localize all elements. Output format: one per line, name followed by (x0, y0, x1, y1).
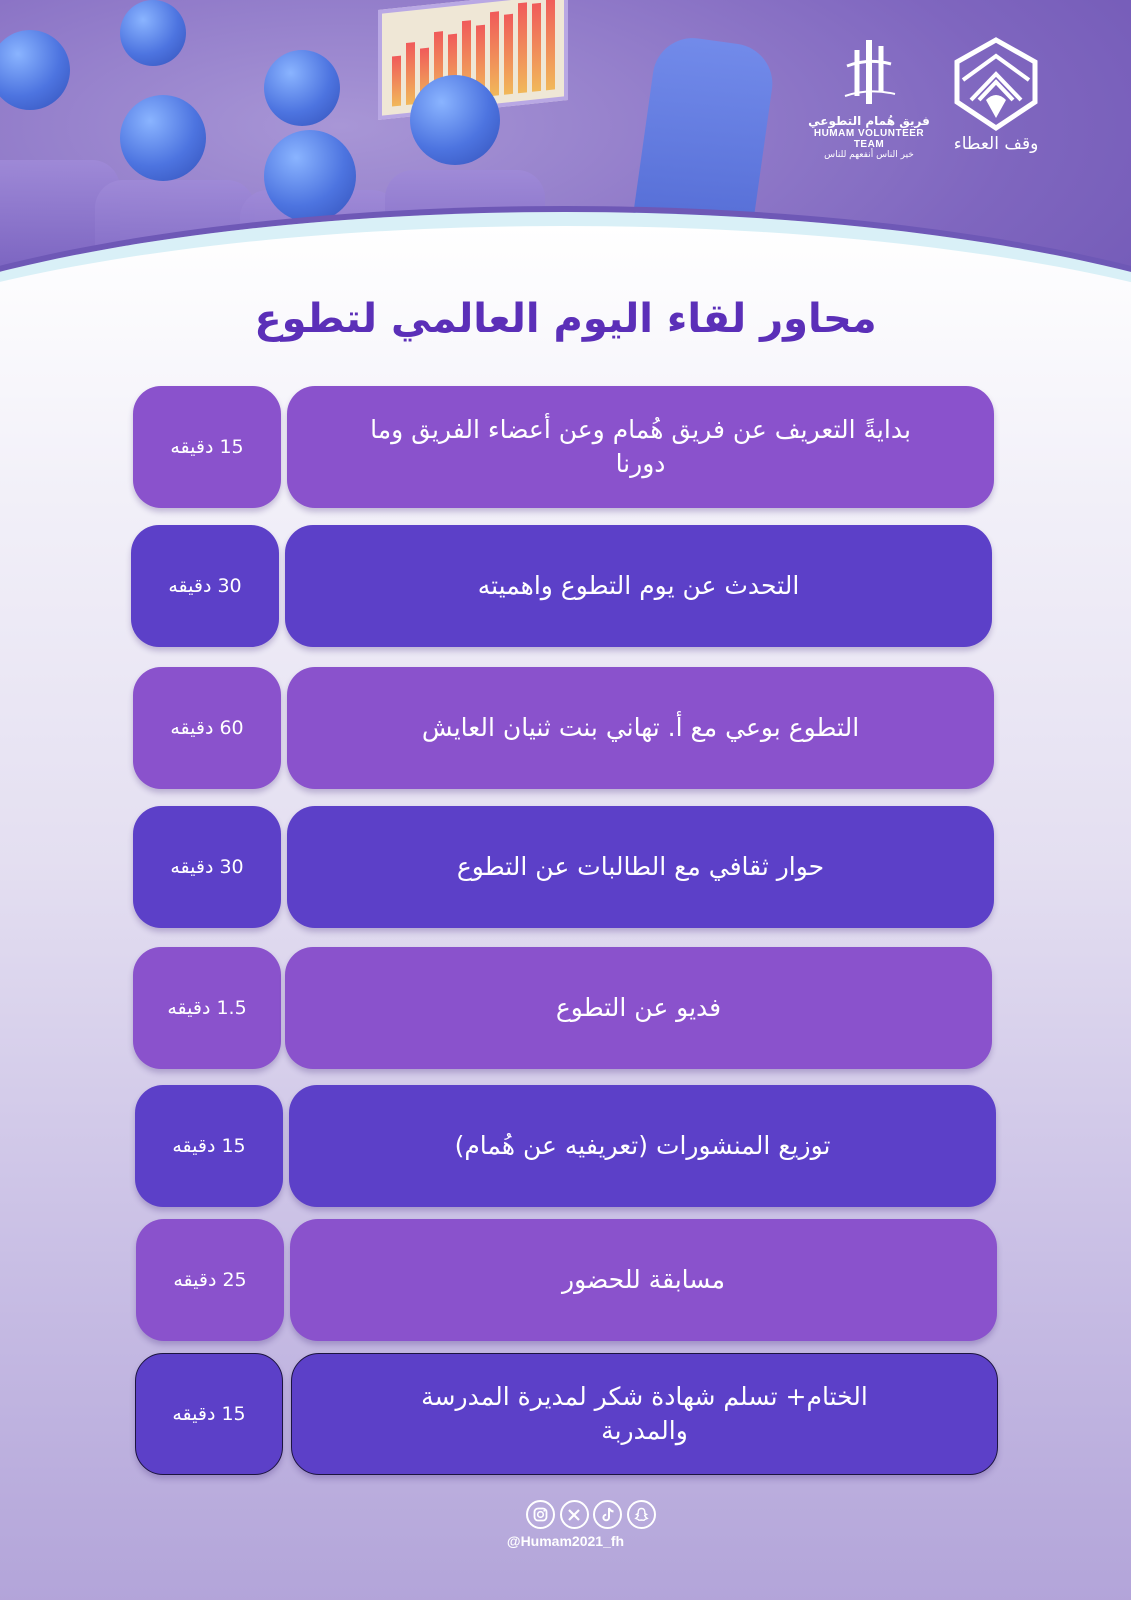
duration-text: 30 دقيقه (170, 856, 244, 878)
humam-logo-tagline: خير الناس أنفعهم للناس (824, 150, 914, 160)
duration-pill (131, 525, 279, 647)
duration-text: 15 دقيقه (172, 1135, 246, 1157)
humam-logo (806, 36, 932, 160)
topic-text: التحدث عن يوم التطوع واهميته (477, 571, 800, 600)
waqf-logo (948, 36, 1044, 154)
topic-pill (285, 947, 992, 1069)
duration-pill (135, 1353, 283, 1475)
snapchat-icon[interactable] (627, 1500, 656, 1529)
page-title: محاور لقاء اليوم العالمي لتطوع (254, 296, 877, 342)
topic-pill (290, 1219, 997, 1341)
topic-pill (287, 806, 994, 928)
duration-pill (133, 386, 281, 508)
agenda-row (0, 667, 1131, 791)
topic-text: التطوع بوعي مع أ. تهاني بنت ثنيان العايش (421, 713, 860, 742)
topic-text: الختام+ تسلم شهادة شكر لمديرة المدرسة والمدربة (421, 1382, 868, 1445)
duration-text: 25 دقيقه (173, 1269, 247, 1291)
topic-text: فديو عن التطوع (555, 993, 722, 1022)
agenda-row (0, 1353, 1131, 1477)
humam-logo-arabic-name: فريق هُمام التطوعي (808, 114, 930, 128)
tiktok-icon[interactable] (593, 1500, 622, 1529)
humam-logo-english-name: HUMAM VOLUNTEER TEAM (813, 128, 925, 150)
agenda-row (0, 1219, 1131, 1343)
instagram-icon[interactable] (526, 1500, 555, 1529)
x-icon[interactable] (560, 1500, 589, 1529)
topic-pill (285, 525, 992, 647)
duration-pill (135, 1085, 283, 1207)
social-handle[interactable]: @Humam2021_fh (506, 1533, 625, 1549)
duration-text: 15 دقيقه (172, 1403, 246, 1425)
topic-pill (287, 667, 994, 789)
duration-pill (133, 947, 281, 1069)
agenda-row (0, 386, 1131, 510)
topic-text: مسابقة للحضور (562, 1265, 725, 1294)
duration-text: 15 دقيقه (170, 436, 244, 458)
agenda-row (0, 806, 1131, 930)
topic-text: حوار ثقافي مع الطالبات عن التطوع (456, 852, 825, 881)
topic-pill (289, 1085, 996, 1207)
duration-text: 60 دقيقه (170, 717, 244, 739)
topic-text: بدايةً التعريف عن فريق هُمام وعن أعضاء الفريق وما دورنا (370, 415, 911, 478)
agenda-row (0, 1085, 1131, 1209)
duration-pill (136, 1219, 284, 1341)
social-icons (526, 1500, 656, 1529)
agenda-row (0, 947, 1131, 1071)
topic-pill (287, 386, 994, 508)
duration-pill (133, 806, 281, 928)
agenda-row (0, 525, 1131, 649)
waqf-logo-label: وقف العطاء (953, 134, 1039, 154)
waqf-emblem-icon (953, 36, 1039, 132)
duration-pill (133, 667, 281, 789)
duration-text: 30 دقيقه (168, 575, 242, 597)
humam-emblem-icon (839, 36, 899, 108)
duration-text: 1.5 دقيقه (167, 997, 247, 1019)
topic-pill (291, 1353, 998, 1475)
topic-text: توزيع المنشورات (تعريفيه عن هُمام) (454, 1131, 831, 1160)
